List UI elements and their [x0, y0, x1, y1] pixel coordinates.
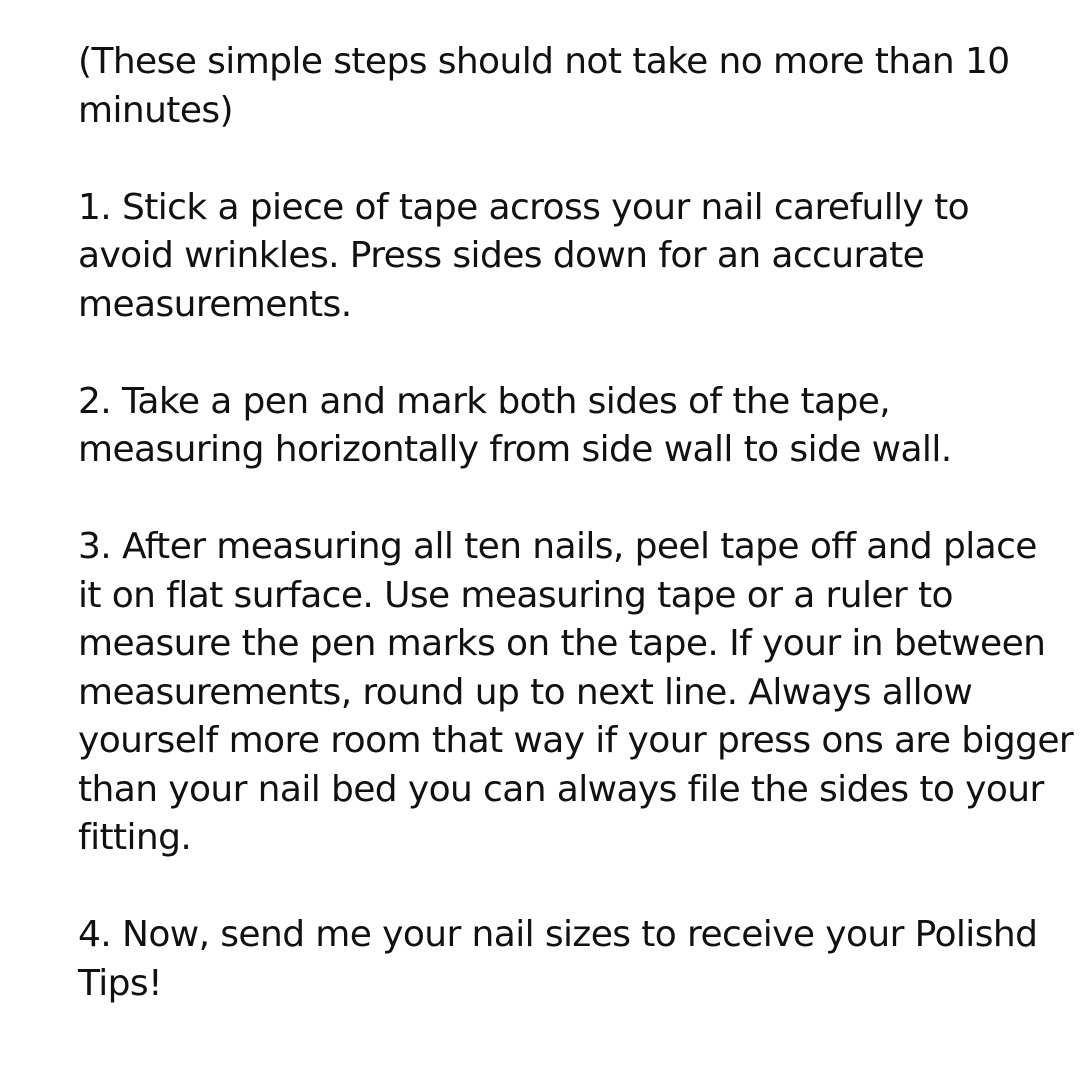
instructions-document: [78, 38, 1074, 1057]
step-4: [78, 911, 1058, 1008]
step-2-line: measuring horizontally from side wall to side wall.: [78, 429, 952, 470]
intro-note: [78, 38, 1058, 135]
step-3-line: yourself more room that way if your press ons are bigger: [78, 720, 1074, 761]
step-3-line: measure the pen marks on the tape. If your in between: [78, 623, 1046, 664]
step-3: [78, 523, 1074, 863]
intro-line: minutes): [78, 89, 233, 131]
step-1-line: measurements.: [78, 283, 352, 325]
step-4-line: Tips!: [78, 962, 162, 1004]
step-4-line: 4. Now, send me your nail sizes to receive your Polishd: [78, 914, 1038, 955]
step-1-line: avoid wrinkles. Press sides down for an accurate: [78, 235, 925, 276]
intro-line: (These simple steps should not take no more than 10: [78, 41, 1010, 82]
step-3-line: than your nail bed you can always file the sides to your: [78, 768, 1044, 810]
step-3-line: it on flat surface. Use measuring tape or a ruler to: [78, 574, 953, 616]
step-1-line: 1. Stick a piece of tape across your nail carefully to: [78, 186, 970, 228]
step-3-line: measurements, round up to next line. Always allow: [78, 671, 973, 713]
step-1: [78, 184, 1058, 330]
step-2-line: 2. Take a pen and mark both sides of the tape,: [78, 380, 891, 422]
step-2: [78, 378, 1058, 475]
step-3-line: 3. After measuring all ten nails, peel tape off and place: [78, 526, 1037, 567]
step-3-line: fitting.: [78, 817, 192, 858]
